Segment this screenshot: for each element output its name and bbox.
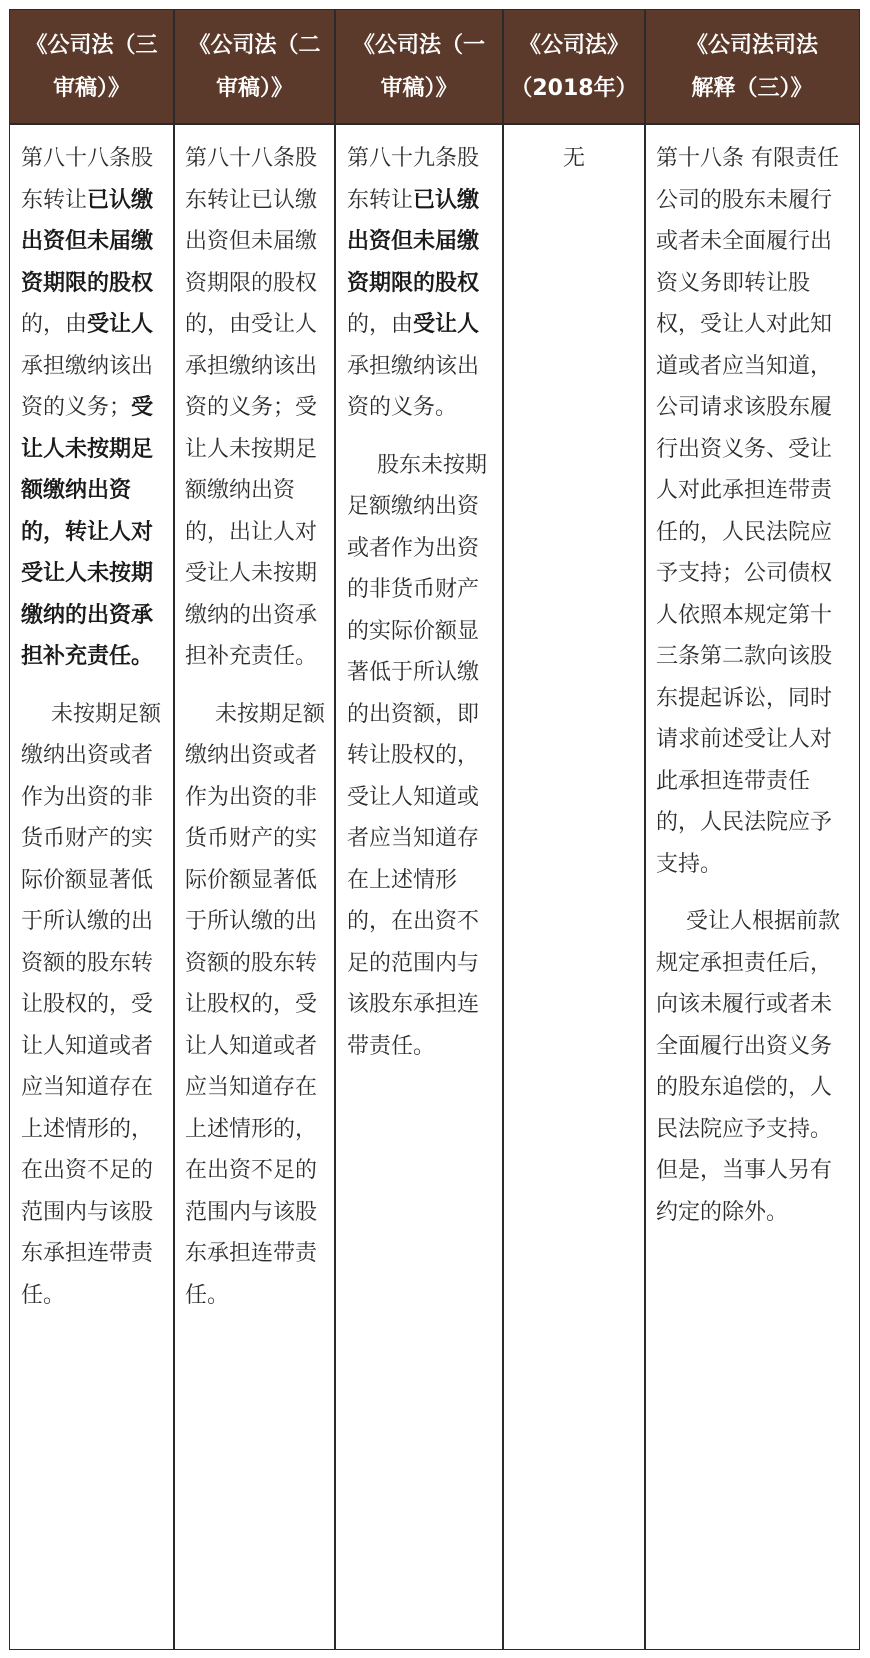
comparison-table <box>9 9 860 1650</box>
header-cell-draft3 <box>10 10 173 123</box>
emphasis-text: 受让人未按期足额缴纳出资的，转让人对受让人未按期缴纳的出资承担补充责任。 <box>21 395 154 669</box>
header-cell-draft1 <box>336 10 502 123</box>
article-paragraph <box>21 138 167 678</box>
text-run: 股东转让 <box>21 146 154 213</box>
column-interpretation3-text <box>656 138 846 1249</box>
article-paragraph: 受让人根据前款规定承担责任后，向该未履行或者未全面履行出资义务的股东追偿的，人民法院应予支持。但是，当事人另有约定的除外。 <box>656 909 841 1225</box>
article-paragraph <box>347 138 493 429</box>
column-divider <box>334 10 336 1649</box>
header-cell-draft2 <box>175 10 334 123</box>
text-run: 第八十九条 <box>347 146 458 171</box>
column-divider <box>173 10 175 1649</box>
header-line: 《公司法（三 <box>25 32 158 58</box>
text-run: 的，由 <box>347 312 414 337</box>
article-paragraph: 未按期足额缴纳出资或者作为出资的非货币财产的实际价额显著低于所认缴的出资额的股东转让股权的，受让人知道或者应当知道存在上述情形的，在出资不足的范围内与该股东承担连带责任。 <box>21 701 162 1308</box>
header-line: 《公司法（二 <box>188 32 321 58</box>
article-paragraph: 未按期足额缴纳出资或者作为出资的非货币财产的实际价额显著低于所认缴的出资额的股东转让股权的，受让人知道或者应当知道存在上述情形的，在出资不足的范围内与该股东承担连带责任。 <box>185 701 326 1308</box>
emphasis-text: 受让人 <box>413 312 480 337</box>
text-run: 承担缴纳该出资的义务； <box>21 353 154 420</box>
emphasis-text: 已认缴出资但未届缴资期限的股权 <box>21 187 154 296</box>
header-line: （2018年） <box>510 75 638 101</box>
text-run: 的，由 <box>21 312 88 337</box>
header-line: 审稿）》 <box>215 75 293 101</box>
column-divider <box>644 10 646 1649</box>
article-paragraph: 无 <box>562 146 585 171</box>
article-paragraph: 股东未按期足额缴纳出资或者作为出资的非货币财产的实际价额显著低于所认缴的出资额，即转让股权的，受让人知道或者应当知道存在上述情形的，在出资不足的范围内与该股东承担连带责任。 <box>347 452 488 1059</box>
header-cell-interpretation3 <box>646 10 858 123</box>
text-run: 第八十八条 <box>21 146 132 171</box>
header-line: 解释（三）》 <box>691 75 813 101</box>
header-line: 审稿）》 <box>380 75 458 101</box>
text-run: 股东转让 <box>347 146 480 213</box>
column-draft1-text <box>347 138 493 1083</box>
article-paragraph: 第八十八条股东转让已认缴出资但未届缴资期限的股权的，由受让人承担缴纳该出资的义务；受让人未按期足额缴纳出资的，出让人对受让人未按期缴纳的出资承担补充责任。 <box>185 146 318 669</box>
header-cell-2018 <box>504 10 644 123</box>
header-line: 《公司法司法 <box>685 32 818 58</box>
header-line: 审稿）》 <box>52 75 130 101</box>
column-2018-text <box>504 138 644 196</box>
column-draft3-text <box>21 138 167 1332</box>
emphasis-text: 受让人 <box>87 312 154 337</box>
emphasis-text: 已认缴出资但未届缴资期限的股权 <box>347 187 480 296</box>
column-draft2-text <box>185 138 331 1332</box>
header-divider <box>10 123 859 125</box>
article-paragraph: 第十八条 有限责任公司的股东未履行或者未全面履行出资义务即转让股权，受让人对此知道或者应当知道，公司请求该股东履行出资义务、受让人对此承担连带责任的，人民法院应予支持；公司债权人依照本规定第十三条第二款向该股东提起诉讼，同时请求前述受让人对此承担连带责任的，人民法院应予支持。 <box>656 146 839 877</box>
header-line: 《公司法》 <box>518 32 629 58</box>
column-divider <box>502 10 504 1649</box>
text-run: 承担缴纳该出资的义务。 <box>347 353 480 420</box>
header-line: 《公司法（一 <box>352 32 485 58</box>
